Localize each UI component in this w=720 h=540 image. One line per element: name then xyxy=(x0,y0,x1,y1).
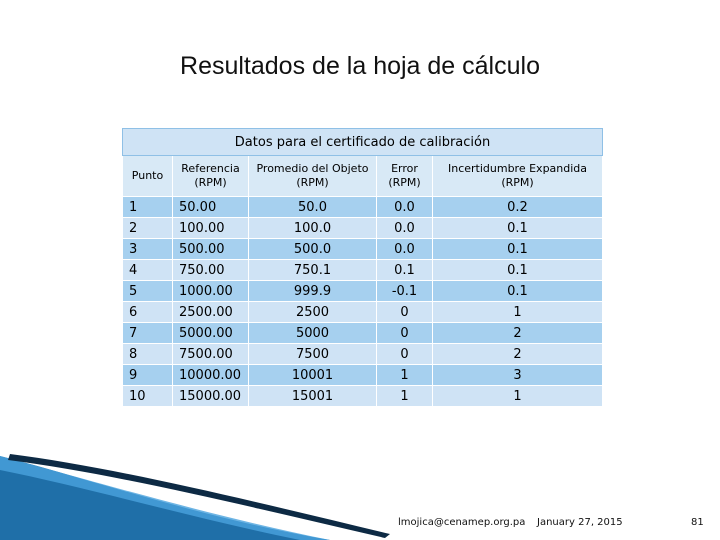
footer-date: January 27, 2015 xyxy=(537,517,623,528)
cell-error: 0 xyxy=(377,323,433,344)
cell-punto: 7 xyxy=(123,323,173,344)
header-incertidumbre xyxy=(433,156,603,197)
table-row xyxy=(123,302,603,323)
cell-incertidumbre: 0.1 xyxy=(433,281,603,302)
cell-error: 0.0 xyxy=(377,197,433,218)
cell-referencia: 5000.00 xyxy=(173,323,249,344)
cell-referencia: 750.00 xyxy=(173,260,249,281)
table-row xyxy=(123,386,603,407)
cell-promedio: 5000 xyxy=(249,323,377,344)
cell-error: 1 xyxy=(377,365,433,386)
cell-error: 0 xyxy=(377,344,433,365)
header-incertidumbre-text: Incertidumbre Expandida (RPM) xyxy=(447,162,588,189)
cell-referencia: 1000.00 xyxy=(173,281,249,302)
cell-punto: 9 xyxy=(123,365,173,386)
cell-incertidumbre: 0.2 xyxy=(433,197,603,218)
cell-punto: 1 xyxy=(123,197,173,218)
cell-promedio: 10001 xyxy=(249,365,377,386)
cell-error: 0 xyxy=(377,302,433,323)
table-row xyxy=(123,344,603,365)
cell-incertidumbre: 2 xyxy=(433,323,603,344)
cell-incertidumbre: 2 xyxy=(433,344,603,365)
table-row xyxy=(123,365,603,386)
cell-punto: 4 xyxy=(123,260,173,281)
table-body xyxy=(123,197,603,407)
cell-promedio: 100.0 xyxy=(249,218,377,239)
cell-referencia: 50.00 xyxy=(173,197,249,218)
table-row xyxy=(123,260,603,281)
cell-punto: 10 xyxy=(123,386,173,407)
header-promedio-text: Promedio del Objeto (RPM) xyxy=(256,162,369,189)
cell-incertidumbre: 0.1 xyxy=(433,260,603,281)
table-row xyxy=(123,197,603,218)
header-punto: Punto xyxy=(123,156,173,197)
table-row xyxy=(123,218,603,239)
header-promedio xyxy=(249,156,377,197)
cell-promedio: 15001 xyxy=(249,386,377,407)
header-referencia-text: Referencia (RPM) xyxy=(181,162,240,189)
cell-referencia: 7500.00 xyxy=(173,344,249,365)
cell-incertidumbre: 0.1 xyxy=(433,218,603,239)
cell-incertidumbre: 0.1 xyxy=(433,239,603,260)
header-error xyxy=(377,156,433,197)
cell-referencia: 500.00 xyxy=(173,239,249,260)
cell-promedio: 500.0 xyxy=(249,239,377,260)
cell-punto: 8 xyxy=(123,344,173,365)
cell-punto: 2 xyxy=(123,218,173,239)
cell-referencia: 10000.00 xyxy=(173,365,249,386)
cell-punto: 6 xyxy=(123,302,173,323)
cell-promedio: 2500 xyxy=(249,302,377,323)
cell-punto: 5 xyxy=(123,281,173,302)
calibration-table xyxy=(122,128,603,407)
cell-promedio: 7500 xyxy=(249,344,377,365)
slide-title: Resultados de la hoja de cálculo xyxy=(180,52,540,80)
header-error-text: Error (RPM) xyxy=(388,162,421,189)
cell-incertidumbre: 3 xyxy=(433,365,603,386)
cell-error: 0.0 xyxy=(377,218,433,239)
cell-promedio: 750.1 xyxy=(249,260,377,281)
cell-promedio: 50.0 xyxy=(249,197,377,218)
cell-promedio: 999.9 xyxy=(249,281,377,302)
page-number: 81 xyxy=(691,517,704,528)
cell-incertidumbre: 1 xyxy=(433,386,603,407)
cell-error: -0.1 xyxy=(377,281,433,302)
cell-punto: 3 xyxy=(123,239,173,260)
table-caption: Datos para el certificado de calibración xyxy=(123,129,603,156)
cell-incertidumbre: 1 xyxy=(433,302,603,323)
header-referencia xyxy=(173,156,249,197)
footer-email: lmojica@cenamep.org.pa xyxy=(398,517,526,528)
table-row xyxy=(123,281,603,302)
cell-referencia: 15000.00 xyxy=(173,386,249,407)
cell-referencia: 100.00 xyxy=(173,218,249,239)
cell-referencia: 2500.00 xyxy=(173,302,249,323)
table-row xyxy=(123,323,603,344)
table-row xyxy=(123,239,603,260)
cell-error: 0.0 xyxy=(377,239,433,260)
cell-error: 0.1 xyxy=(377,260,433,281)
cell-error: 1 xyxy=(377,386,433,407)
